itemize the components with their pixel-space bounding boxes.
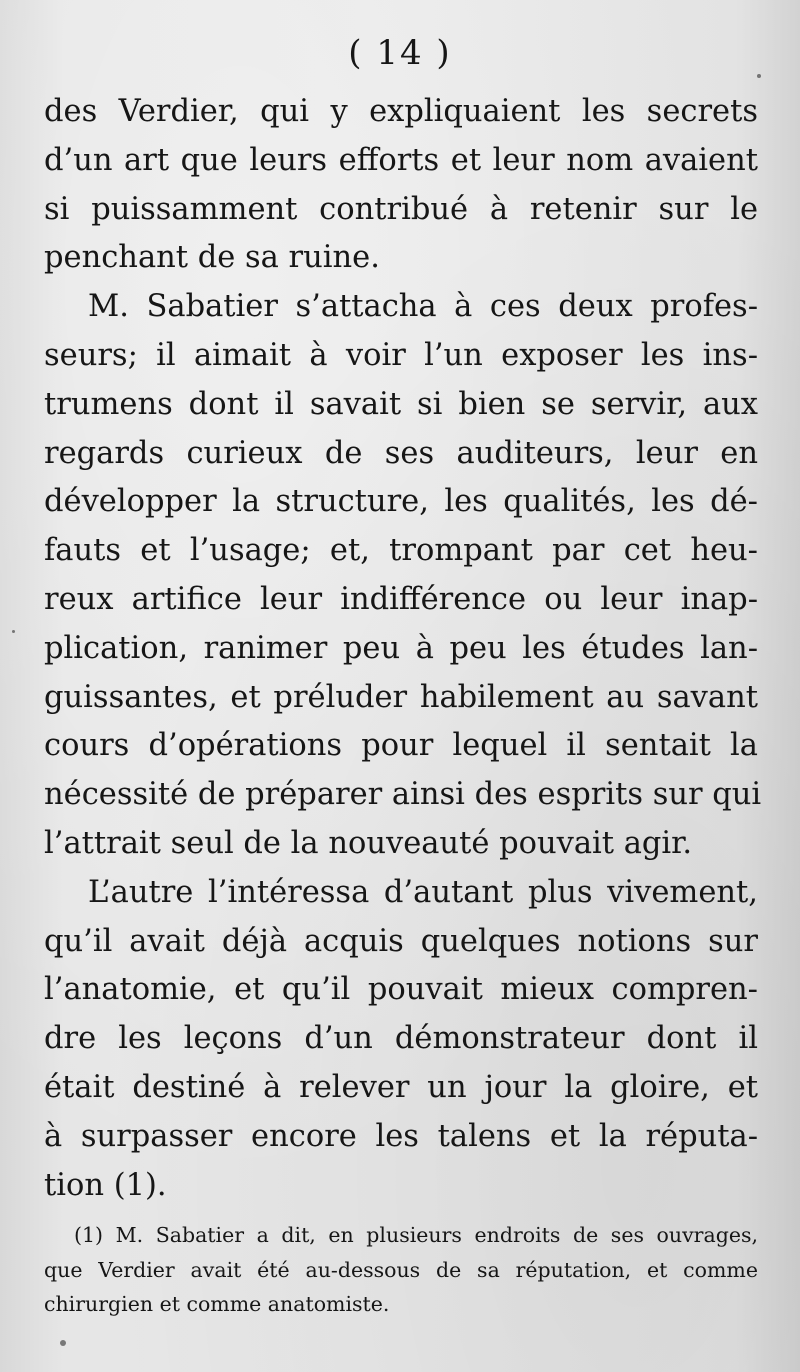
page-number: ( 14 ) [348, 33, 452, 73]
text-line: dre les leçons d’un démonstrateur dont il [44, 1021, 758, 1057]
text-line: fauts et l’usage; et, trompant par cet heu- [44, 533, 758, 569]
paragraph-1 [44, 88, 758, 283]
body-text [44, 88, 762, 1210]
text-line: regards curieux de ses auditeurs, leur en [44, 435, 758, 471]
text-line: M. Sabatier s’attacha à ces deux profes- [88, 289, 758, 325]
text-line: nécessité de préparer ainsi des esprits sur qui [44, 777, 762, 813]
text-line: développer la structure, les qualités, les dé- [44, 484, 758, 520]
footnote-line: que Verdier avait été au-dessous de sa réputation, et comme [44, 1257, 758, 1282]
text-line: L’autre l’intéressa d’autant plus vivement, [88, 874, 758, 910]
paragraph-2 [44, 283, 762, 869]
footnote-line: (1) M. Sabatier a dit, en plusieurs endroits de ses ouvrages, [74, 1223, 758, 1247]
text-line: cours d’opérations pour lequel il sentait la [44, 728, 758, 764]
ink-speck [757, 74, 761, 78]
text-line: l’anatomie, et qu’il pouvait mieux compren- [44, 972, 758, 1008]
text-line: si puissamment contribué à retenir sur le [44, 191, 758, 227]
footnote [44, 1218, 758, 1322]
text-line: des Verdier, qui y expliquaient les secrets [44, 94, 758, 129]
ink-speck [60, 1340, 66, 1346]
text-line: était destiné à relever un jour la gloire, et [44, 1069, 758, 1105]
paragraph-3 [44, 869, 758, 1211]
text-line: d’un art que leurs efforts et leur nom avaient [44, 142, 758, 178]
text-line: seurs; il aimait à voir l’un exposer les ins- [44, 337, 758, 373]
text-line: guissantes, et préluder habilement au savant [44, 679, 758, 715]
text-line: qu’il avait déjà acquis quelques notions sur [44, 923, 758, 959]
text-line: trumens dont il savait si bien se servir, aux [44, 386, 758, 422]
text-line: à surpasser encore les talens et la réputa- [44, 1118, 758, 1154]
footnote-line: chirurgien et comme anatomiste. [44, 1292, 390, 1316]
text-line: penchant de sa ruine. [44, 240, 380, 276]
ink-speck [12, 630, 15, 633]
text-line: l’attrait seul de la nouveauté pouvait agir. [44, 825, 693, 861]
text-line: tion (1). [44, 1167, 167, 1203]
text-line: plication, ranimer peu à peu les études lan- [44, 630, 758, 666]
text-line: reux artifice leur indifférence ou leur inap- [44, 581, 758, 617]
